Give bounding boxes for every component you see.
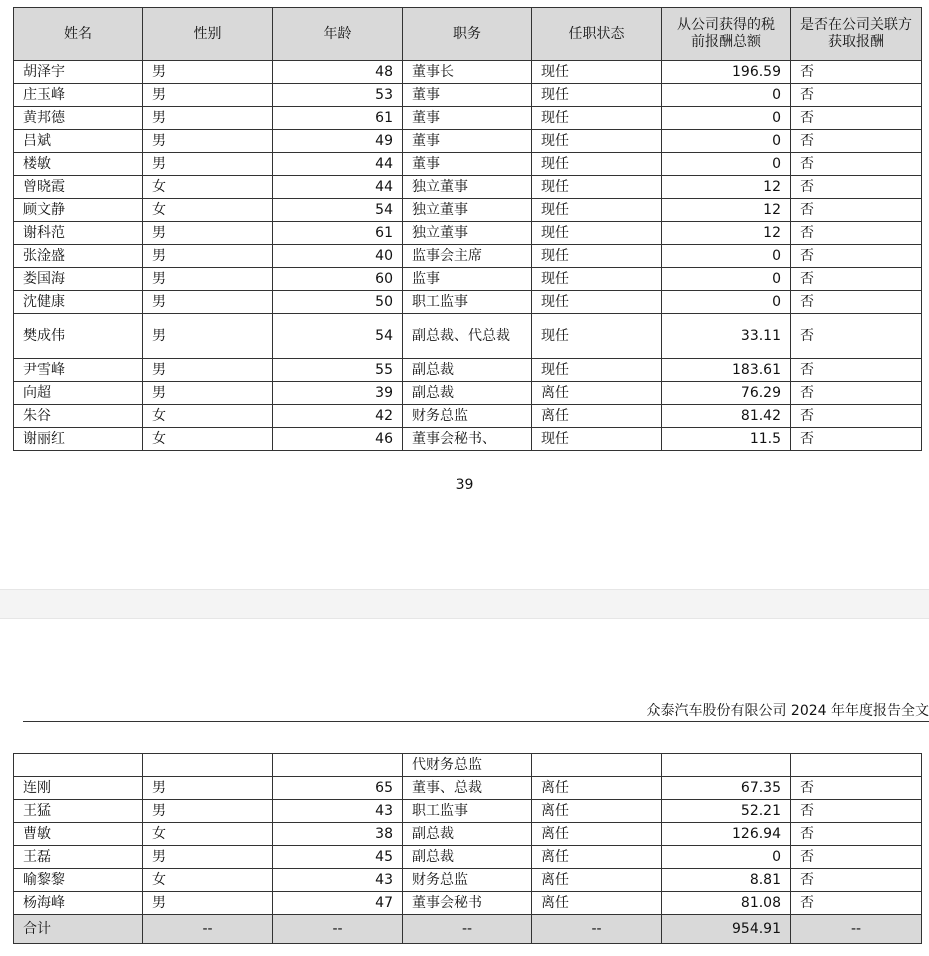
cell-name: 尹雪峰 — [14, 359, 143, 382]
cell-status: 现任 — [532, 107, 662, 130]
running-header: 众泰汽车股份有限公司 2024 年年度报告全文 — [646, 703, 929, 719]
cell-age: 53 — [273, 84, 403, 107]
cell-status: 离任 — [532, 405, 662, 428]
cell-name: 连刚 — [14, 777, 143, 800]
cell-pretax-pay: 12 — [662, 176, 791, 199]
cell-status: 现任 — [532, 176, 662, 199]
cell-related-party: 否 — [791, 314, 922, 359]
table-header-row — [14, 8, 922, 61]
cell-position: 职工监事 — [403, 291, 532, 314]
cell-gender: 男 — [143, 382, 273, 405]
cell-gender: 女 — [143, 869, 273, 892]
cell-name: 庄玉峰 — [14, 84, 143, 107]
cell-gender: 男 — [143, 359, 273, 382]
cell-age: 39 — [273, 382, 403, 405]
table-row — [14, 800, 922, 823]
cell-position: 董事 — [403, 84, 532, 107]
cell-related-party: 否 — [791, 107, 922, 130]
cell-name: 向超 — [14, 382, 143, 405]
cell-related-party: 否 — [791, 382, 922, 405]
cell-related-party: 否 — [791, 405, 922, 428]
cell-pretax-pay: 126.94 — [662, 823, 791, 846]
cell-gender: 男 — [143, 291, 273, 314]
cell-status: 现任 — [532, 61, 662, 84]
cell-status: 现任 — [532, 428, 662, 451]
page-divider — [0, 589, 929, 619]
header-gender: 性别 — [143, 8, 273, 61]
cell-name: 吕斌 — [14, 130, 143, 153]
cell-age: 49 — [273, 130, 403, 153]
cell-status: 现任 — [532, 314, 662, 359]
cell-status: 离任 — [532, 800, 662, 823]
cell-pretax-pay: 11.5 — [662, 428, 791, 451]
cell-gender: 男 — [143, 846, 273, 869]
cell-position: 独立董事 — [403, 199, 532, 222]
cell-related-party: 否 — [791, 153, 922, 176]
total-age: -- — [273, 915, 403, 944]
cell-name: 楼敏 — [14, 153, 143, 176]
cell-pretax-pay: 183.61 — [662, 359, 791, 382]
cell-position: 财务总监 — [403, 869, 532, 892]
continuation-row — [14, 754, 922, 777]
table-body-part2 — [14, 754, 922, 944]
cell-name: 黄邦德 — [14, 107, 143, 130]
cell-related-party: 否 — [791, 359, 922, 382]
cell-related-party: 否 — [791, 176, 922, 199]
total-row — [14, 915, 922, 944]
cell-age: 55 — [273, 359, 403, 382]
table-row — [14, 428, 922, 451]
cell-gender: 男 — [143, 245, 273, 268]
cell-position: 财务总监 — [403, 405, 532, 428]
total-position: -- — [403, 915, 532, 944]
table-row — [14, 291, 922, 314]
header-pretax-pay: 从公司获得的税前报酬总额 — [662, 8, 791, 61]
cell-related-party: 否 — [791, 268, 922, 291]
cell-pretax-pay: 76.29 — [662, 382, 791, 405]
header-position: 职务 — [403, 8, 532, 61]
cell-age: 54 — [273, 314, 403, 359]
cell-position: 副总裁 — [403, 382, 532, 405]
cell-name: 曹敏 — [14, 823, 143, 846]
total-related-party: -- — [791, 915, 922, 944]
cell-related-party: 否 — [791, 800, 922, 823]
table-row — [14, 107, 922, 130]
table-row — [14, 846, 922, 869]
cell-pretax-pay: 196.59 — [662, 61, 791, 84]
table-row — [14, 222, 922, 245]
cell-related-party: 否 — [791, 823, 922, 846]
table-row — [14, 84, 922, 107]
cell-position: 独立董事 — [403, 222, 532, 245]
cell-status: 离任 — [532, 869, 662, 892]
cell-gender: 男 — [143, 84, 273, 107]
cell-pretax-pay: 0 — [662, 268, 791, 291]
cell-position: 独立董事 — [403, 176, 532, 199]
cell-pretax-pay: 0 — [662, 130, 791, 153]
cell-gender: 女 — [143, 199, 273, 222]
cell-gender: 男 — [143, 314, 273, 359]
cell-gender: 男 — [143, 107, 273, 130]
table-row — [14, 245, 922, 268]
cell-related-party: 否 — [791, 61, 922, 84]
compensation-table-part1 — [13, 7, 922, 451]
cell-name: 沈健康 — [14, 291, 143, 314]
cell-related-party: 否 — [791, 84, 922, 107]
cell-name: 王猛 — [14, 800, 143, 823]
cell-age: 43 — [273, 800, 403, 823]
cell-related-party: 否 — [791, 291, 922, 314]
table-row — [14, 777, 922, 800]
cell-position: 董事 — [403, 153, 532, 176]
cell-gender: 女 — [143, 428, 273, 451]
cell-name: 谢丽红 — [14, 428, 143, 451]
cell-age: 61 — [273, 107, 403, 130]
cell-position: 董事 — [403, 130, 532, 153]
cell-status: 现任 — [532, 153, 662, 176]
cell-age: 43 — [273, 869, 403, 892]
cell-pretax-pay: 0 — [662, 245, 791, 268]
table-row — [14, 61, 922, 84]
cell-status: 离任 — [532, 823, 662, 846]
cell-age: 44 — [273, 153, 403, 176]
cell-pretax-pay: 0 — [662, 291, 791, 314]
cell-gender: 男 — [143, 268, 273, 291]
table-body-part1 — [14, 61, 922, 451]
cell-position: 监事 — [403, 268, 532, 291]
header-rule — [23, 721, 929, 722]
cell-status: 离任 — [532, 382, 662, 405]
cell-pretax-pay: 33.11 — [662, 314, 791, 359]
cell-pretax-pay: 0 — [662, 153, 791, 176]
cell-age: 61 — [273, 222, 403, 245]
cell-position: 副总裁、代总裁 — [403, 314, 532, 359]
cell-name: 张淦盛 — [14, 245, 143, 268]
cell-position: 董事长 — [403, 61, 532, 84]
page-number: 39 — [455, 477, 474, 493]
cell-status: 离任 — [532, 846, 662, 869]
table-row — [14, 153, 922, 176]
cell-name: 杨海峰 — [14, 892, 143, 915]
cell-position: 监事会主席 — [403, 245, 532, 268]
cell-position: 董事会秘书 — [403, 892, 532, 915]
header-related-party-pay: 是否在公司关联方获取报酬 — [791, 8, 922, 61]
cell-position: 职工监事 — [403, 800, 532, 823]
cell-status: 现任 — [532, 84, 662, 107]
cell-gender: 女 — [143, 823, 273, 846]
cell-gender: 男 — [143, 222, 273, 245]
cell-pretax-pay: 12 — [662, 222, 791, 245]
header-status: 任职状态 — [532, 8, 662, 61]
cell-status: 现任 — [532, 222, 662, 245]
cell-age: 48 — [273, 61, 403, 84]
cell-position: 副总裁 — [403, 359, 532, 382]
table-row — [14, 382, 922, 405]
cell-pretax-pay: 0 — [662, 84, 791, 107]
cell-related-party: 否 — [791, 428, 922, 451]
total-status: -- — [532, 915, 662, 944]
cell-status: 现任 — [532, 291, 662, 314]
cell-related-party: 否 — [791, 846, 922, 869]
cell-age: 46 — [273, 428, 403, 451]
cell-name: 王磊 — [14, 846, 143, 869]
cell-status: 离任 — [532, 777, 662, 800]
cell-gender: 男 — [143, 800, 273, 823]
header-name: 姓名 — [14, 8, 143, 61]
table-row — [14, 823, 922, 846]
cell-age: 38 — [273, 823, 403, 846]
cell-age: 45 — [273, 846, 403, 869]
cell-status: 现任 — [532, 245, 662, 268]
cell-gender: 男 — [143, 777, 273, 800]
cell-pretax-pay: 67.35 — [662, 777, 791, 800]
cell-pretax-pay: 52.21 — [662, 800, 791, 823]
table-row — [14, 405, 922, 428]
table-row — [14, 359, 922, 382]
cell-name: 胡泽宇 — [14, 61, 143, 84]
table-row — [14, 199, 922, 222]
cell-related-party: 否 — [791, 199, 922, 222]
cell-position: 副总裁 — [403, 846, 532, 869]
cell-related-party: 否 — [791, 245, 922, 268]
cell-name: 朱谷 — [14, 405, 143, 428]
table-row — [14, 869, 922, 892]
cell-pretax-pay: 8.81 — [662, 869, 791, 892]
cell-gender: 男 — [143, 130, 273, 153]
cell-status: 现任 — [532, 268, 662, 291]
cell-age: 65 — [273, 777, 403, 800]
cell-position: 副总裁 — [403, 823, 532, 846]
header-age: 年龄 — [273, 8, 403, 61]
cell-name: 顾文静 — [14, 199, 143, 222]
cell-gender: 女 — [143, 176, 273, 199]
table-row — [14, 176, 922, 199]
cell-related-party: 否 — [791, 892, 922, 915]
continuation-position: 代财务总监 — [403, 754, 532, 777]
cell-gender: 男 — [143, 892, 273, 915]
cell-status: 现任 — [532, 130, 662, 153]
cell-name: 曾晓霞 — [14, 176, 143, 199]
cell-position: 董事、总裁 — [403, 777, 532, 800]
cell-age: 60 — [273, 268, 403, 291]
cell-status: 现任 — [532, 199, 662, 222]
table-row — [14, 268, 922, 291]
cell-related-party: 否 — [791, 869, 922, 892]
cell-gender: 女 — [143, 405, 273, 428]
cell-age: 50 — [273, 291, 403, 314]
total-gender: -- — [143, 915, 273, 944]
table-row — [14, 892, 922, 915]
cell-pretax-pay: 81.08 — [662, 892, 791, 915]
cell-name: 喻黎黎 — [14, 869, 143, 892]
cell-age: 40 — [273, 245, 403, 268]
cell-related-party: 否 — [791, 777, 922, 800]
cell-name: 樊成伟 — [14, 314, 143, 359]
cell-pretax-pay: 81.42 — [662, 405, 791, 428]
total-pretax-pay: 954.91 — [662, 915, 791, 944]
total-label: 合计 — [14, 915, 143, 944]
table-row — [14, 130, 922, 153]
cell-position: 董事 — [403, 107, 532, 130]
cell-related-party: 否 — [791, 130, 922, 153]
cell-gender: 男 — [143, 61, 273, 84]
cell-related-party: 否 — [791, 222, 922, 245]
cell-name: 谢科范 — [14, 222, 143, 245]
cell-age: 44 — [273, 176, 403, 199]
cell-name: 娄国海 — [14, 268, 143, 291]
table-row — [14, 314, 922, 359]
cell-pretax-pay: 12 — [662, 199, 791, 222]
cell-age: 42 — [273, 405, 403, 428]
compensation-table-part2 — [13, 753, 922, 944]
cell-age: 54 — [273, 199, 403, 222]
cell-gender: 男 — [143, 153, 273, 176]
cell-age: 47 — [273, 892, 403, 915]
cell-status: 离任 — [532, 892, 662, 915]
cell-pretax-pay: 0 — [662, 846, 791, 869]
cell-pretax-pay: 0 — [662, 107, 791, 130]
cell-position: 董事会秘书、 — [403, 428, 532, 451]
cell-status: 现任 — [532, 359, 662, 382]
